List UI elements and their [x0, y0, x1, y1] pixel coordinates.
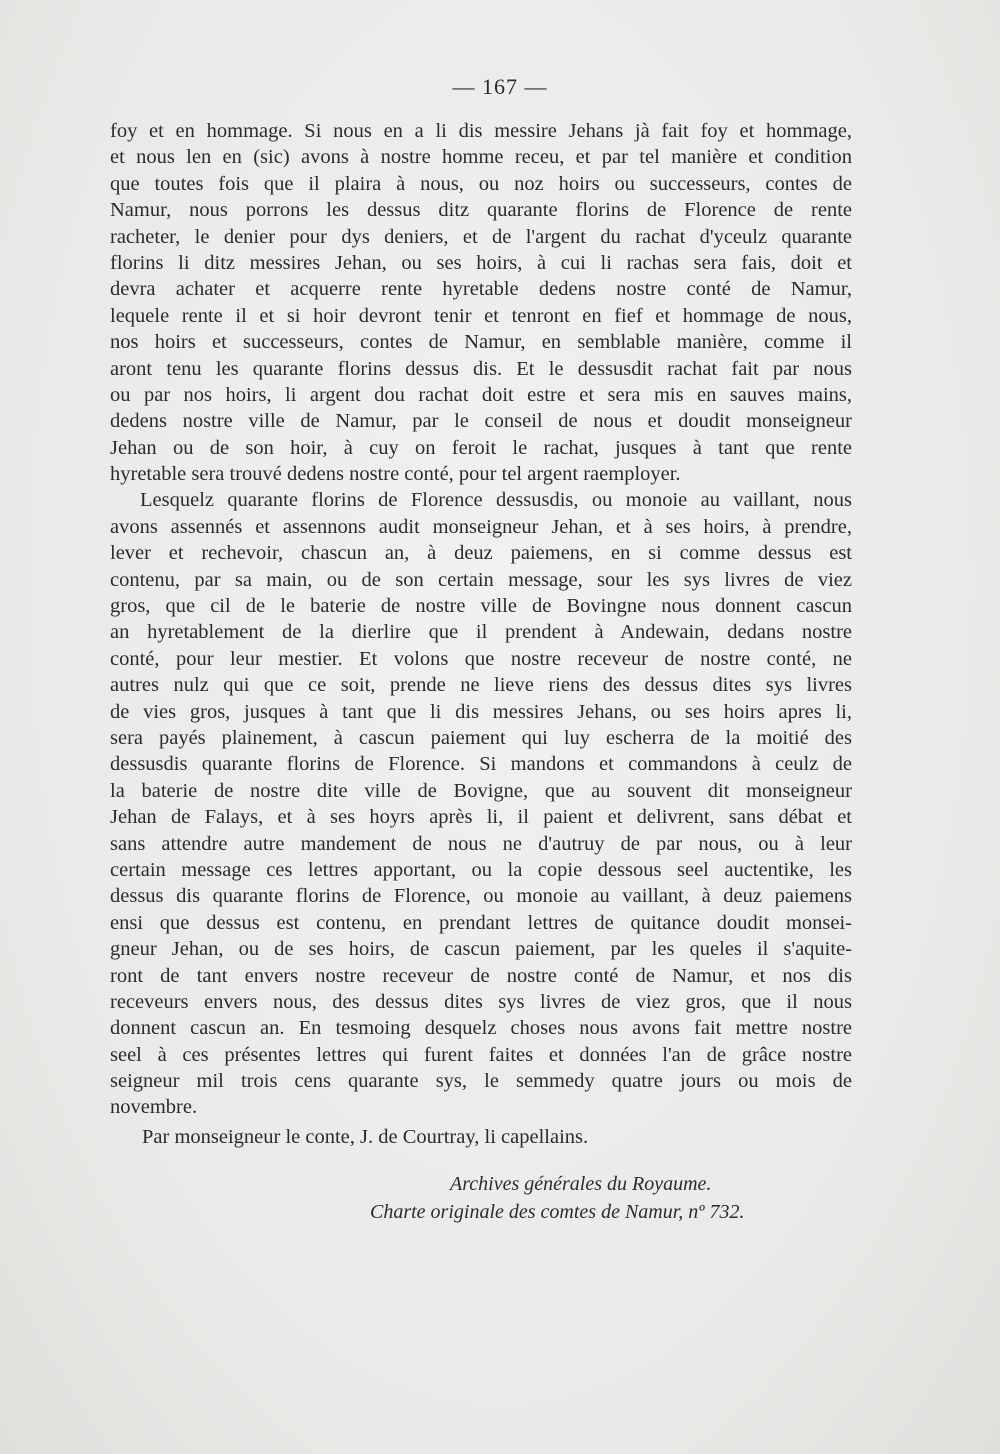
- text-line: sans attendre autre mandement de nous ne d'autruy de par nous, ou à leur: [110, 832, 852, 855]
- page-number: — 167 —: [452, 74, 548, 99]
- text-line: dedens nostre ville de Namur, par le conseil de nous et doudit monseigneur: [110, 410, 852, 433]
- text-line: lequele rente il et si hoir devront tenir et tenront en fief et hommage de nous,: [110, 304, 852, 327]
- text-line: devra achater et acquerre rente hyretable dedens nostre conté de Namur,: [110, 278, 852, 301]
- text-line: gros, que cil de le baterie de nostre ville de Bovingne nous donnent cascun: [110, 595, 852, 618]
- text-line: conté, pour leur mestier. Et volons que nostre receveur de nostre conté, ne: [110, 647, 852, 670]
- source-citation: [340, 1170, 850, 1226]
- text-line: certain message ces lettres apportant, ou la copie dessous seel auctentike, les: [110, 858, 852, 881]
- paragraph-2: [110, 487, 852, 1120]
- text-line: florins li ditz messires Jehan, ou ses hoirs, à cui li rachas sera fais, doit et: [110, 251, 852, 274]
- text-line: lever et rechevoir, chascun an, à deuz paiemens, en si comme dessus est: [110, 542, 852, 565]
- text-line: donnent cascun an. En tesmoing desquelz choses nous avons fait mettre nostre: [110, 1017, 852, 1040]
- text-line: Jehan de Falays, et à ses hoyrs après li, il paient et delivrent, sans débat et: [110, 806, 852, 829]
- paragraph-1: [110, 118, 852, 487]
- text-line: Lesquelz quarante florins de Florence dessusdis, ou monoie au vaillant, nous: [140, 489, 852, 512]
- text-line: foy et en hommage. Si nous en a li dis messire Jehans jà fait foy et hommage,: [110, 120, 852, 142]
- text-line: la baterie de nostre dite ville de Bovigne, que au souvent dit monseigneur: [110, 779, 852, 802]
- text-line: hyretable sera trouvé dedens nostre conté, pour tel argent raemployer.: [110, 463, 681, 486]
- text-line: ou par nos hoirs, li argent dou rachat doit estre et sera mis en sauves mains,: [110, 383, 852, 406]
- text-line: seigneur mil trois cens quarante sys, le semmedy quatre jours ou mois de: [110, 1070, 852, 1093]
- text-line: que toutes fois que il plaira à nous, ou noz hoirs ou successeurs, contes de: [110, 172, 852, 195]
- text-line: dessusdis quarante florins de Florence. Si mandons et commandons à ceulz de: [110, 753, 852, 776]
- text-line: contenu, par sa main, ou de son certain message, sour les sys livres de viez: [110, 568, 852, 591]
- text-line: aront tenu les quarante florins dessus dis. Et le dessusdit rachat fait par nous: [110, 357, 852, 380]
- text-line: gneur Jehan, ou de ses hoirs, de cascun paiement, par les queles il s'aquite-: [110, 938, 852, 961]
- text-line: seel à ces présentes lettres qui furent faites et données l'an de grâce nostre: [110, 1043, 852, 1066]
- text-line: novembre.: [110, 1096, 198, 1119]
- source-charter: Charte originale des comtes de Namur, nº 732.: [370, 1201, 745, 1223]
- text-line: an hyretablement de la dierlire que il prendent à Andewain, dedans nostre: [110, 621, 852, 644]
- source-archive: Archives générales du Royaume.: [450, 1173, 712, 1195]
- text-line: ront de tant envers nostre receveur de nostre conté de Namur, et nos dis: [110, 964, 852, 987]
- text-line: Namur, nous porrons les dessus ditz quarante florins de Florence de rente: [110, 199, 852, 222]
- text-line: et nous len en (sic) avons à nostre homme receu, et par tel manière et condition: [110, 146, 852, 169]
- text-line: ensi que dessus est contenu, en prendant lettres de quitance doudit monsei-: [110, 911, 852, 934]
- text-line: Jehan ou de son hoir, à cuy on feroit le rachat, jusques à tant que rente: [110, 436, 852, 459]
- document-body: [110, 118, 852, 1121]
- text-line: avons assennés et assennons audit monseigneur Jehan, et à ses hoirs, à prendre,: [110, 515, 852, 538]
- text-line: de vies gros, jusques à tant que li dis messires Jehans, ou ses hoirs apres li,: [110, 700, 852, 723]
- text-line: autres nulz qui que ce soit, prende ne lieve riens des dessus dites sys livres: [110, 674, 852, 697]
- text-line: receveurs envers nous, des dessus dites sys livres de viez gros, que il nous: [110, 990, 852, 1013]
- text-line: racheter, le denier pour dys deniers, et de l'argent du rachat d'yceulz quarante: [110, 225, 852, 248]
- text-line: sera payés plainement, à cascun paiement qui luy escherra de la moitié des: [110, 726, 852, 749]
- signature-line: Par monseigneur le conte, J. de Courtray, li capellains.: [142, 1126, 589, 1148]
- text-line: dessus dis quarante florins de Florence, ou monoie au vaillant, à deuz paiemens: [110, 885, 852, 908]
- text-line: nos hoirs et successeurs, contes de Namur, en semblable manière, comme il: [110, 331, 852, 354]
